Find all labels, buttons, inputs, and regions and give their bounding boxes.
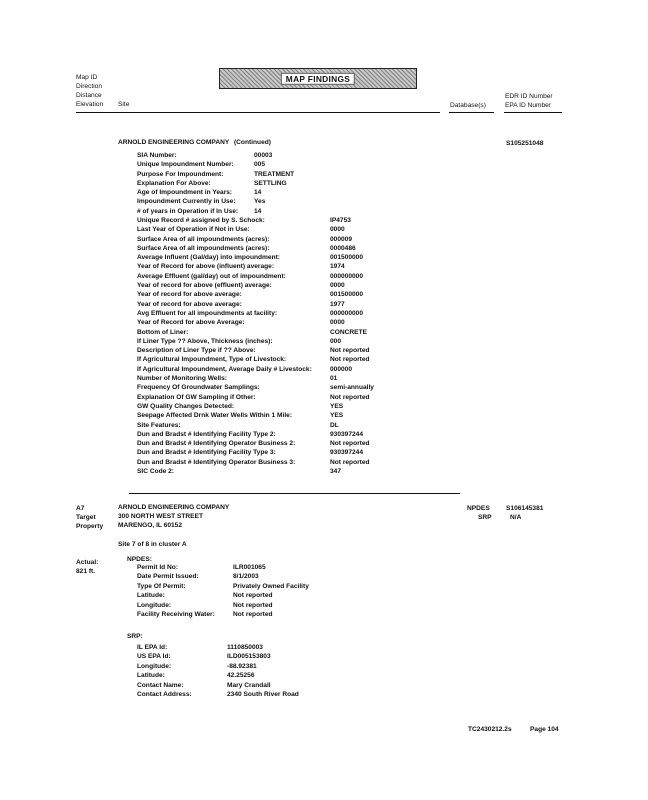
field-label: SIA Number: <box>137 152 177 159</box>
field-value: 1110850003 <box>227 644 263 651</box>
field-label: If Agricultural Impoundment, Average Daily # Livestock: <box>137 365 312 373</box>
field-value: 000000000 <box>330 272 364 280</box>
header-rule-right <box>504 112 562 113</box>
actual-elevation-label: Actual: <box>76 559 99 566</box>
field-value: 2340 South River Road <box>227 690 299 698</box>
field-value: 000 <box>330 337 342 345</box>
srp-field-row <box>137 692 337 701</box>
field-value: Not reported <box>330 458 370 466</box>
field-label: Purpose For Impoundment: <box>137 170 224 178</box>
field-label: Type Of Permit: <box>137 582 186 590</box>
distance-label: Distance <box>76 92 102 99</box>
field-label: Dun and Bradst # Identifying Facility Type 3: <box>137 449 276 457</box>
database-npdes: NPDES <box>467 505 490 512</box>
npdes-heading: NPDES: <box>127 556 152 563</box>
impoundment-record-row <box>137 460 397 469</box>
field-label: Avg Effluent for all impoundments at facility: <box>137 309 278 317</box>
field-value: SETTLING <box>254 179 287 187</box>
field-value: 14 <box>254 207 262 215</box>
field-value: 14 <box>254 189 262 197</box>
map-id-value: A7 <box>76 505 85 512</box>
field-value: 000000000 <box>330 309 364 317</box>
direction-label: Direction <box>76 83 103 90</box>
field-label: Number of Monitoring Wells: <box>137 375 227 383</box>
field-value: -88.92381 <box>227 662 257 670</box>
field-label: Contact Address: <box>137 690 192 698</box>
field-label: If Liner Type ?? Above, Thickness (inches): <box>137 337 273 345</box>
field-value: DL <box>330 421 339 429</box>
field-label: Unique Record # assigned by S. Schock: <box>137 217 265 224</box>
database-label: Database(s) <box>450 102 486 109</box>
field-value: ILD005153803 <box>227 653 271 661</box>
field-value: ILR001065 <box>233 564 266 571</box>
field-value: Not reported <box>330 393 370 401</box>
site-name: ARNOLD ENGINEERING COMPANY <box>118 504 230 511</box>
field-label: Longitude: <box>137 662 172 670</box>
field-label: Impoundment Currently in Use: <box>137 198 236 206</box>
impoundment-record-fields <box>137 218 397 478</box>
field-label: SIC Code 2: <box>137 468 175 476</box>
field-label: Contact Name: <box>137 681 184 689</box>
elevation-label: Elevation <box>76 101 104 108</box>
field-label: Surface Area of all impoundments (acres): <box>137 235 270 243</box>
field-value: CONCRETE <box>330 328 367 336</box>
field-label: Age of Impoundment in Years: <box>137 189 233 197</box>
field-value: 0000 <box>330 282 345 290</box>
field-value: TREATMENT <box>254 170 295 178</box>
database-srp: SRP <box>478 514 492 521</box>
field-label: Average Influent (Gal/day) into impoundment: <box>137 254 280 262</box>
field-value: 930397244 <box>330 449 364 457</box>
field-label: Dun and Bradst # Identifying Operator Business 2: <box>137 440 296 448</box>
field-label: Dun and Bradst # Identifying Operator Business 3: <box>137 458 296 466</box>
field-value: YES <box>330 412 344 420</box>
srp-heading: SRP: <box>127 633 143 640</box>
field-value: 347 <box>330 468 342 476</box>
field-label: Unique Impoundment Number: <box>137 161 234 169</box>
field-label: Bottom of Liner: <box>137 328 189 336</box>
field-label: If Agricultural Impoundment, Type of Livestock: <box>137 356 287 364</box>
field-value: Not reported <box>330 440 370 448</box>
section2-epa-id: N/A <box>510 514 522 521</box>
field-label: Latitude: <box>137 592 165 600</box>
section2-edr-id: S106145381 <box>506 505 544 512</box>
field-label: Year of record for above average: <box>137 300 242 308</box>
document-id: TC2430212.2s <box>468 726 512 733</box>
field-label: IL EPA Id: <box>137 644 168 651</box>
section1-title <box>118 140 271 147</box>
impoundment-record-row <box>137 469 397 478</box>
field-label: Facility Receiving Water: <box>137 610 215 618</box>
site-address-line2: MARENGO, IL 60152 <box>118 522 183 529</box>
field-value: 42.25256 <box>227 672 255 680</box>
field-label: US EPA Id: <box>137 653 171 661</box>
header-column-labels <box>76 75 103 111</box>
epa-id-number-label: EPA ID Number <box>505 102 552 109</box>
field-value: Not reported <box>233 601 273 609</box>
field-value: Not reported <box>330 356 370 364</box>
npdes-fields <box>137 565 337 621</box>
field-value: Privately Owned Facility <box>233 582 309 590</box>
field-label: Site Features: <box>137 421 181 429</box>
field-label: Surface Area of all impoundments (acres): <box>137 244 270 252</box>
map-id-label: Map ID <box>76 74 98 81</box>
field-label: # of years in Operation if In Use: <box>137 207 239 215</box>
continued-label: (Continued) <box>233 139 271 146</box>
field-label: Average Effluent (gal/day) out of impoundment: <box>137 272 286 280</box>
header-rule-left <box>76 112 440 113</box>
field-value: 930397244 <box>330 430 364 438</box>
field-value: 005 <box>254 161 266 169</box>
field-value: 01 <box>330 375 338 383</box>
map-findings-banner <box>219 68 417 89</box>
cluster-note: Site 7 of 8 in cluster A <box>118 541 187 548</box>
direction-value: Target <box>76 514 96 521</box>
field-value: YES <box>330 402 344 410</box>
srp-fields <box>137 645 337 701</box>
field-label: Longitude: <box>137 601 172 609</box>
field-value: 1977 <box>330 300 345 308</box>
npdes-field-row <box>137 612 337 621</box>
field-label: Dun and Bradst # Identifying Facility Type 2: <box>137 430 276 438</box>
field-value: 001500000 <box>330 291 364 299</box>
edr-id-number-label: EDR ID Number <box>505 93 553 100</box>
field-value: 0000486 <box>330 244 356 252</box>
field-label: Frequency Of Groundwater Samplings: <box>137 384 260 392</box>
section1-edr-id: S105251048 <box>506 140 544 147</box>
field-label: Last Year of Operation if Not in Use: <box>137 226 250 234</box>
field-value: 0000 <box>330 226 345 234</box>
field-label: Year of Record for above (influent) average: <box>137 263 275 271</box>
facility-name: ARNOLD ENGINEERING COMPANY <box>118 139 230 146</box>
site-address-line1: 300 NORTH WEST STREET <box>118 513 203 520</box>
banner-title: MAP FINDINGS <box>281 72 355 84</box>
field-value: 001500000 <box>330 254 364 262</box>
field-label: Year of Record for above Average: <box>137 319 245 327</box>
field-value: semi-annually <box>330 384 374 392</box>
field-value: Yes <box>254 198 266 206</box>
field-label: Date Permit Issued: <box>137 573 199 581</box>
page-number: Page 104 <box>530 726 559 733</box>
field-value: 8/1/2003 <box>233 573 259 581</box>
distance-value: Property <box>76 523 104 530</box>
actual-elevation-value: 821 ft. <box>76 568 96 575</box>
field-value: Not reported <box>233 592 273 600</box>
field-label: Explanation For Above: <box>137 179 211 187</box>
field-label: Permit Id No: <box>137 564 179 571</box>
impoundment-fields <box>137 153 327 218</box>
field-value: 00003 <box>254 152 273 159</box>
field-label: GW Quality Changes Detected: <box>137 402 235 410</box>
field-value: Not reported <box>330 347 370 355</box>
site-label: Site <box>118 101 130 108</box>
field-value: Not reported <box>233 610 273 618</box>
field-value: Mary Crandall <box>227 681 271 689</box>
field-label: Description of Liner Type if ?? Above: <box>137 347 256 355</box>
field-value: 0000 <box>330 319 345 327</box>
field-label: Latitude: <box>137 672 165 680</box>
field-value: IP4753 <box>330 217 351 224</box>
field-label: Seepage Affected Drnk Water Wells Within 1 Mile: <box>137 412 293 420</box>
field-value: 1974 <box>330 263 345 271</box>
field-label: Year of record for above average: <box>137 291 242 299</box>
section-divider <box>129 493 460 494</box>
header-rule-db <box>449 112 494 113</box>
field-label: Year of record for above (effluent) average: <box>137 282 272 290</box>
field-value: 000000 <box>330 365 353 373</box>
field-value: 000009 <box>330 235 353 243</box>
field-label: Explanation Of GW Sampling if Other: <box>137 393 256 401</box>
